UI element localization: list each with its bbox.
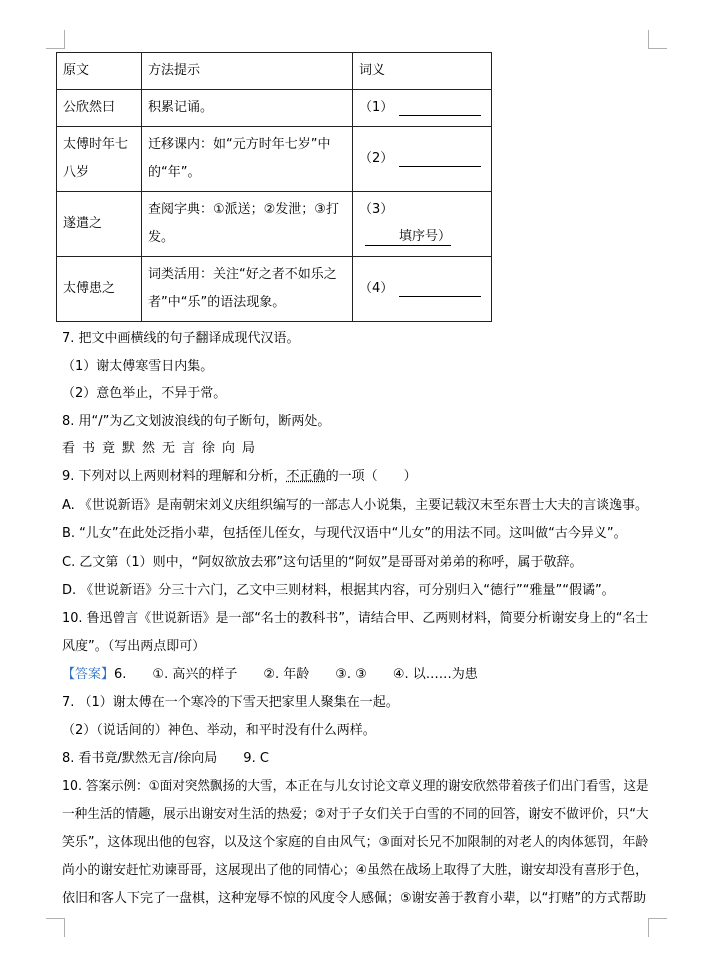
- question-7-stem: 7. 把文中画横线的句子翻译成现代汉语。: [62, 331, 300, 346]
- word-cell: 遂遣之: [57, 192, 142, 257]
- question-10-line-2: 风度”。（写出两点即可）: [62, 639, 206, 654]
- hint-cell: 词类活用：关注“好之者不如乐之者”中“乐”的语法现象。: [142, 257, 353, 322]
- blank-cell: [353, 192, 492, 257]
- table-header-row: [57, 53, 492, 90]
- question-10-line-1: 10. 鲁迅曾言《世说新语》是一部“名士的教科书”，请结合甲、乙两则材料，简要分析谢安身上的“名士: [62, 611, 649, 626]
- word-cell: 公欣然曰: [57, 90, 142, 127]
- blank-cell: [353, 90, 492, 127]
- option-c: C. 乙文第（1）则中，“阿奴欲放去邪”这句话里的“阿奴”是哥哥对弟弟的称呼，属于敬辞。: [62, 555, 583, 570]
- hint-cell: 迁移课内：如“元方时年七岁”中的“年”。: [142, 127, 353, 192]
- table-row: [57, 192, 492, 257]
- table-row: [57, 90, 492, 127]
- option-a: A. 《世说新语》是南朝宋刘义庆组织编写的一部志人小说集，主要记载汉末至东晋士大夫的言谈逸事。: [62, 498, 648, 513]
- answer-10-line-4: 尚小的谢安赶忙劝谏哥哥，这展现出了他的同情心；④虽然在战场上取得了大胜，谢安却没有喜形于色，: [62, 863, 648, 878]
- header-cell: 词义: [353, 53, 492, 90]
- question-7-sentence-2: （2）意色举止，不异于常。: [62, 386, 227, 401]
- question-7-sentence-1: （1）谢太傅寒雪日内集。: [62, 359, 214, 374]
- hint-cell: 查阅字典：①派送；②发泄；③打发。: [142, 192, 353, 257]
- answer-tag: 【答案】: [62, 667, 115, 682]
- question-9-stem-text: 9. 下列对以上两则材料的理解和分析，: [62, 469, 287, 484]
- blank-label: （2）: [359, 151, 394, 166]
- page-corner-mark: [648, 30, 667, 49]
- answer-10-line-1: 10. 答案示例：①面对突然飘扬的大雪，本正在与儿女讨论文章义理的谢安欣然带着孩子们出门看雪，这是: [62, 779, 649, 794]
- answer-10-line-5: 依旧和客人下完了一盘棋，这种宠辱不惊的风度令人感佩；⑤谢安善于教育小辈，以“打赌”的方式帮助: [62, 891, 647, 906]
- word-meaning-table: [56, 52, 492, 322]
- answer-10-line-2: 一种生活的情趣，展示出谢安对生活的热爱；②对于子女们关于白雪的不同的回答，谢安不做评价，只“大: [62, 807, 649, 822]
- question-9-stem: [62, 468, 417, 486]
- blank-label: （1）: [359, 100, 394, 115]
- header-cell: 方法提示: [142, 53, 353, 90]
- question-9-stem-end: 的一项（ ）: [325, 469, 417, 484]
- question-9-emphasis: 不正确: [286, 469, 326, 484]
- answer-10-line-3: 笑乐”，这体现出他的包容，以及这个家庭的自由风气；③面对长兄不加限制的对老人的肉体惩罚，年龄: [62, 835, 649, 850]
- answer-blank: [399, 150, 481, 167]
- answer-6: [62, 666, 478, 684]
- page-corner-mark: [46, 30, 65, 49]
- blank-cell: [353, 257, 492, 322]
- word-cell: 太傅患之: [57, 257, 142, 322]
- question-8-sentence: 看书竟默然无言徐向局: [62, 441, 263, 456]
- blank-cell: [353, 127, 492, 192]
- table-row: [57, 257, 492, 322]
- question-8-stem: 8. 用“/”为乙文划波浪线的句子断句，断两处。: [62, 414, 331, 429]
- answer-7-1: 7. （1）谢太傅在一个寒冷的下雪天把家里人聚集在一起。: [62, 695, 399, 710]
- answer-blank: 填序号）: [365, 229, 451, 246]
- hint-cell: 积累记诵。: [142, 90, 353, 127]
- answer-blank: [399, 280, 481, 297]
- word-cell: 太傅时年七八岁: [57, 127, 142, 192]
- page-corner-mark: [648, 918, 667, 937]
- option-b: B. “儿女”在此处泛指小辈，包括侄儿侄女，与现代汉语中“儿女”的用法不同。这叫做“古今异义”。: [62, 526, 627, 541]
- blank-label: （4）: [359, 281, 394, 296]
- answer-7-2: （2）（说话间的）神色、举动，和平时没有什么两样。: [62, 723, 376, 738]
- header-cell: 原文: [57, 53, 142, 90]
- table-row: [57, 127, 492, 192]
- option-d: D. 《世说新语》分三十六门，乙文中三则材料，根据其内容，可分别归入“德行”“雅量”“假谲”。: [62, 583, 615, 598]
- page-corner-mark: [46, 918, 65, 937]
- answer-blank: [399, 99, 481, 116]
- blank-label: （3）: [359, 202, 394, 217]
- answer-6-text: 6. ①. 高兴的样子 ②. 年龄 ③. ③ ④. 以……为患: [114, 667, 478, 682]
- answer-8-9: 8. 看书竟/默然无言/徐向局 9. C: [62, 751, 269, 766]
